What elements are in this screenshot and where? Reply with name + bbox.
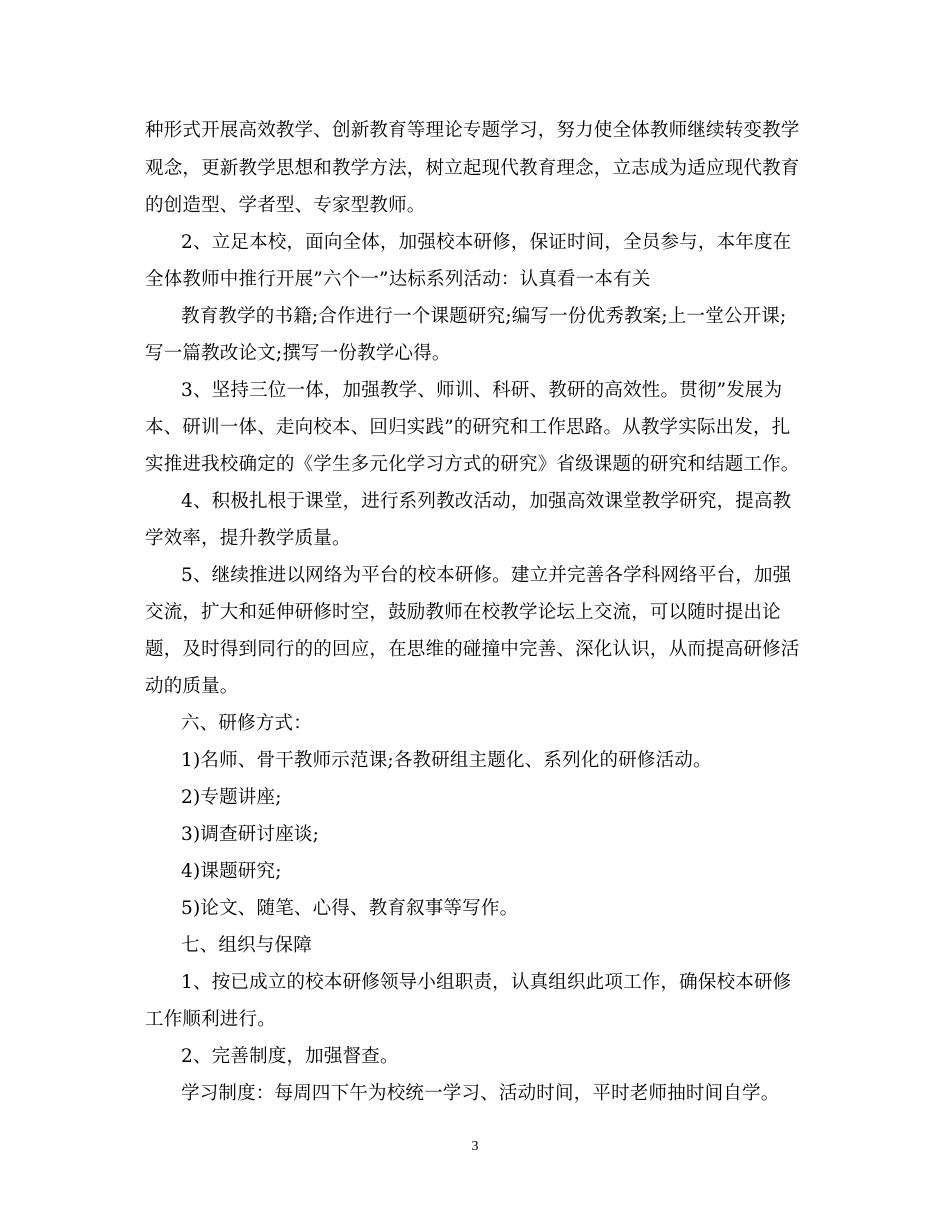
text-line: 实推进我校确定的《学生多元化学习方式的研究》省级课题的研究和结题工作。 [145, 454, 800, 475]
text-line: 学习制度：每周四下午为校统一学习、活动时间，平时老师抽时间自学。 [181, 1083, 780, 1104]
text-line: 学效率，提升教学质量。 [145, 528, 351, 549]
text-line: 教育教学的书籍;合作进行一个课题研究;编写一份优秀教案;上一堂公开课; [181, 306, 787, 327]
text-line: 5、继续推进以网络为平台的校本研修。建立并完善各学科网络平台，加强 [181, 565, 792, 586]
text-line: 5)论文、随笔、心得、教育叙事等写作。 [181, 898, 519, 919]
text-line: 题，及时得到同行的的回应，在思维的碰撞中完善、深化认识，从而提高研修活 [145, 639, 800, 660]
text-line: 2)专题讲座; [181, 787, 282, 808]
text-line: 的创造型、学者型、专家型教师。 [145, 195, 426, 216]
text-line: 4)课题研究; [181, 861, 282, 882]
text-line: 写一篇教改论文;撰写一份教学心得。 [145, 343, 451, 364]
text-line: 1、按已成立的校本研修领导小组职责，认真组织此项工作，确保校本研修 [181, 972, 792, 993]
text-line: 本、研训一体、走向校本、回归实践”的研究和工作思路。从教学实际出发，扎 [145, 417, 791, 438]
section-heading: 七、组织与保障 [181, 935, 312, 956]
section-heading: 六、研修方式： [181, 713, 312, 734]
text-line: 3、坚持三位一体，加强教学、师训、科研、教研的高效性。贯彻”发展为 [181, 380, 783, 401]
text-line: 1)名师、骨干教师示范课;各教研组主题化、系列化的研修活动。 [181, 750, 712, 771]
text-line: 全体教师中推行开展”六个一”达标系列活动：认真看一本有关 [145, 269, 651, 290]
text-line: 2、立足本校，面向全体，加强校本研修，保证时间，全员参与，本年度在 [181, 232, 792, 253]
text-line: 工作顺利进行。 [145, 1009, 276, 1030]
text-line: 3)调查研讨座谈; [181, 824, 320, 845]
page-number: 3 [471, 1139, 479, 1154]
text-line: 4、积极扎根于课堂，进行系列教改活动，加强高效课堂教学研究，提高教 [181, 491, 792, 512]
text-line: 动的质量。 [145, 676, 239, 697]
text-line: 2、完善制度，加强督查。 [181, 1046, 399, 1067]
text-line: 观念，更新教学思想和教学方法，树立起现代教育理念，立志成为适应现代教育 [145, 158, 800, 179]
text-line: 交流，扩大和延伸研修时空，鼓励教师在校教学论坛上交流，可以随时提出论 [145, 602, 781, 623]
text-line: 种形式开展高效教学、创新教育等理论专题学习，努力使全体教师继续转变教学 [145, 120, 800, 141]
